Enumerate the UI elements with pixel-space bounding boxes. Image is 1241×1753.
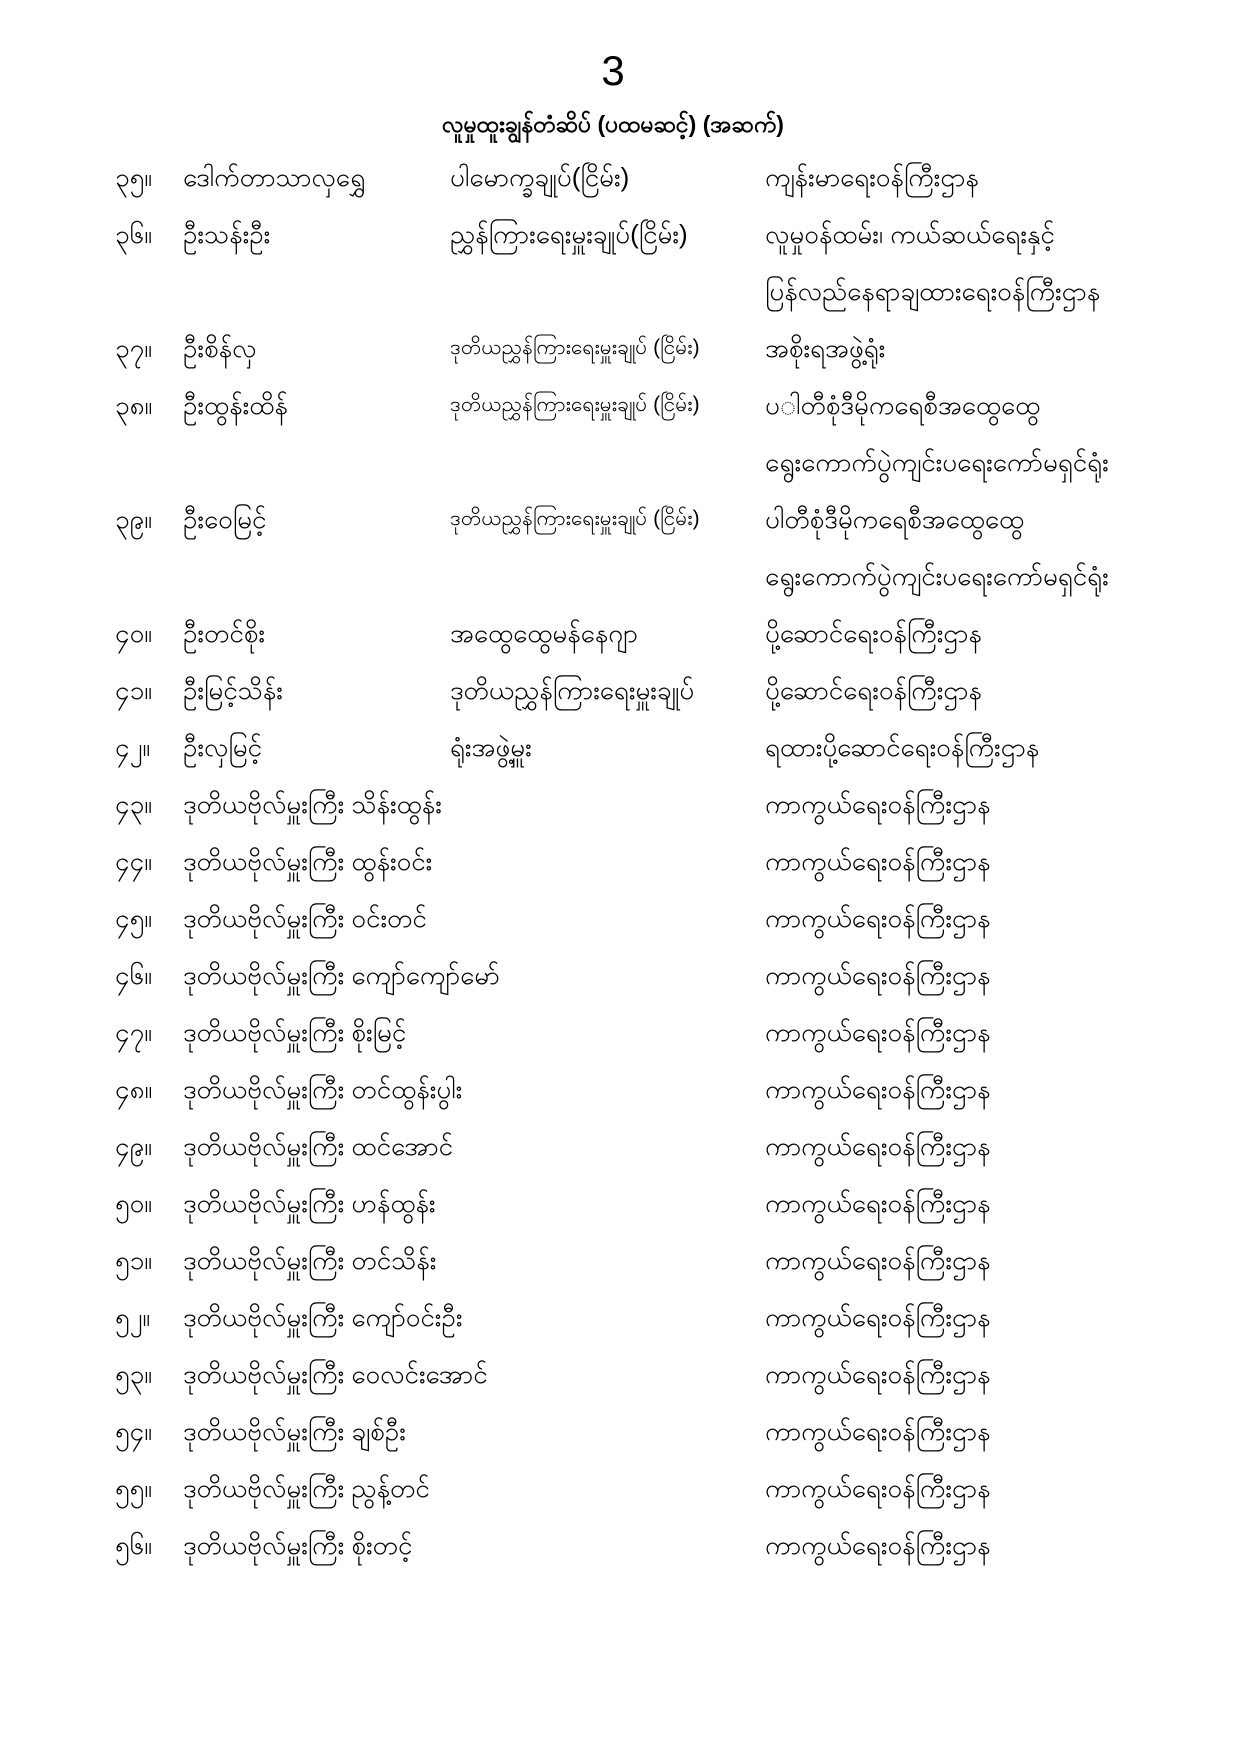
person-position bbox=[450, 1060, 765, 1117]
person-department bbox=[765, 1516, 1191, 1573]
row-number: ၄၃။ bbox=[115, 788, 153, 819]
table-row bbox=[115, 376, 1191, 490]
department-line: ကာကွယ်ရေးဝန်ကြီးဌာန bbox=[765, 1187, 991, 1218]
table-row bbox=[115, 889, 1191, 946]
person-department bbox=[765, 1060, 1191, 1117]
table-row bbox=[115, 1174, 1191, 1231]
row-number: ၄၆။ bbox=[115, 959, 153, 990]
person-department bbox=[765, 661, 1191, 718]
department-line: ကာကွယ်ရေးဝန်ကြီးဌာန bbox=[765, 902, 991, 933]
person-name: ဒုတိယဗိုလ်မှူးကြီး ဝင်းတင် bbox=[183, 902, 427, 933]
person-department bbox=[765, 604, 1191, 661]
department-line: ပါတီစုံဒီမိုကရေစီအထွေထွေ bbox=[765, 503, 1025, 534]
row-number: ၅၁။ bbox=[115, 1244, 153, 1275]
row-number: ၄၁။ bbox=[115, 674, 153, 705]
person-position bbox=[450, 1516, 765, 1573]
person-name: ဒုတိယဗိုလ်မှူးကြီး ထင်အောင် bbox=[183, 1130, 454, 1161]
person-name: ဦးထွန်းထိန် bbox=[183, 389, 288, 420]
person-department bbox=[765, 205, 1191, 319]
person-department bbox=[765, 1231, 1191, 1288]
table-row bbox=[115, 832, 1191, 889]
row-number: ၅၂။ bbox=[115, 1301, 151, 1332]
page-title: လူမှုထူးချွန်တံဆိပ် (ပထမဆင့်) (အဆက်) bbox=[442, 111, 784, 137]
person-department bbox=[765, 775, 1191, 832]
department-line: ပ◌ါတီစုံဒီမိုကရေစီအထွေထွေ bbox=[765, 389, 1041, 420]
row-number: ၄၄။ bbox=[115, 845, 153, 876]
row-number: ၄၅။ bbox=[115, 902, 153, 933]
department-line: ကာကွယ်ရေးဝန်ကြီးဌာန bbox=[765, 1016, 991, 1047]
department-line: ကာကွယ်ရေးဝန်ကြီးဌာန bbox=[765, 1472, 991, 1503]
table-row bbox=[115, 148, 1191, 205]
table-row bbox=[115, 718, 1191, 775]
table-row bbox=[115, 1231, 1191, 1288]
department-line: အစိုးရအဖွဲ့ရုံး bbox=[765, 332, 886, 363]
department-line: ကာကွယ်ရေးဝန်ကြီးဌာန bbox=[765, 1358, 991, 1389]
person-position bbox=[450, 832, 765, 889]
person-name: ဦးသန်းဦး bbox=[183, 218, 271, 249]
page-number: 3 bbox=[601, 47, 625, 94]
row-number: ၄၈။ bbox=[115, 1073, 153, 1104]
row-number: ၄၇။ bbox=[115, 1016, 153, 1047]
table-row bbox=[115, 946, 1191, 1003]
person-name: ဒုတိယဗိုလ်မှူးကြီး စိုးမြင့် bbox=[183, 1016, 407, 1047]
person-department bbox=[765, 319, 1191, 376]
person-name: ဒုတိယဗိုလ်မှူးကြီး တင်သိန်း bbox=[183, 1244, 437, 1275]
person-department bbox=[765, 148, 1191, 205]
person-position bbox=[450, 1345, 765, 1402]
department-line: ရွေးကောက်ပွဲကျင်းပရေးကော်မရှင်ရုံး bbox=[765, 560, 1109, 591]
department-line: ကာကွယ်ရေးဝန်ကြီးဌာန bbox=[765, 1073, 991, 1104]
person-name: ဦးတင်စိုး bbox=[183, 617, 265, 648]
person-department bbox=[765, 1402, 1191, 1459]
department-line: ကာကွယ်ရေးဝန်ကြီးဌာန bbox=[765, 1529, 991, 1560]
table-row bbox=[115, 1060, 1191, 1117]
table-row bbox=[115, 1003, 1191, 1060]
department-line: ကျန်းမာရေးဝန်ကြီးဌာန bbox=[765, 161, 979, 192]
table-row bbox=[115, 775, 1191, 832]
person-department bbox=[765, 718, 1191, 775]
person-name: ဒုတိယဗိုလ်မှူးကြီး ကျော်ဝင်းဦး bbox=[183, 1301, 463, 1332]
person-name: ဒုတိယဗိုလ်မှူးကြီး တင်ထွန်းပွါး bbox=[183, 1073, 463, 1104]
table-row bbox=[115, 490, 1191, 604]
person-department bbox=[765, 376, 1191, 490]
row-number: ၄၂။ bbox=[115, 731, 151, 762]
person-department bbox=[765, 832, 1191, 889]
person-name: ဒုတိယဗိုလ်မှူးကြီး စိုးတင့် bbox=[183, 1529, 413, 1560]
person-name: ဦးလှမြင့် bbox=[183, 731, 263, 762]
person-department bbox=[765, 1459, 1191, 1516]
person-name: ဒုတိယဗိုလ်မှူးကြီး သိန်းထွန်း bbox=[183, 788, 442, 819]
person-name: ဒုတိယဗိုလ်မှူးကြီး ကျော်ကျော်မော် bbox=[183, 959, 500, 990]
department-line: ကာကွယ်ရေးဝန်ကြီးဌာန bbox=[765, 1244, 991, 1275]
person-name: ဒုတိယဗိုလ်မှူးကြီး ထွန်းဝင်း bbox=[183, 845, 433, 876]
table-row bbox=[115, 1516, 1191, 1573]
medal-table bbox=[115, 148, 1191, 1573]
department-line: ရွေးကောက်ပွဲကျင်းပရေးကော်မရှင်ရုံး bbox=[765, 446, 1109, 477]
department-line: ကာကွယ်ရေးဝန်ကြီးဌာန bbox=[765, 1415, 991, 1446]
person-position bbox=[450, 1459, 765, 1516]
row-number: ၅၄။ bbox=[115, 1415, 153, 1446]
row-number: ၃၈။ bbox=[115, 389, 153, 420]
person-department bbox=[765, 1174, 1191, 1231]
department-line: ပြန်လည်နေရာချထားရေးဝန်ကြီးဌာန bbox=[765, 275, 1101, 306]
row-number: ၃၆။ bbox=[115, 218, 153, 249]
person-position bbox=[450, 1003, 765, 1060]
row-number: ၃၅။ bbox=[115, 161, 153, 192]
table-row bbox=[115, 1288, 1191, 1345]
department-line: ကာကွယ်ရေးဝန်ကြီးဌာန bbox=[765, 788, 991, 819]
person-department bbox=[765, 1003, 1191, 1060]
person-department bbox=[765, 1345, 1191, 1402]
table-row bbox=[115, 319, 1191, 376]
row-number: ၅၆။ bbox=[115, 1529, 153, 1560]
row-number: ၅၃။ bbox=[115, 1358, 153, 1389]
person-name: ဒုတိယဗိုလ်မှူးကြီး ချစ်ဦး bbox=[183, 1415, 406, 1446]
table-row bbox=[115, 1345, 1191, 1402]
person-position bbox=[450, 1288, 765, 1345]
person-position bbox=[450, 1231, 765, 1288]
person-position: ဒုတိယညွှန်ကြားရေးမှူးချုပ် (ငြိမ်း) bbox=[450, 393, 700, 416]
row-number: ၄၉။ bbox=[115, 1130, 153, 1161]
row-number: ၅၅။ bbox=[115, 1472, 153, 1503]
person-name: ဦးစိန်လှ bbox=[183, 332, 257, 363]
person-position: အထွေထွေမန်နေဂျာ bbox=[450, 617, 638, 648]
person-department bbox=[765, 889, 1191, 946]
department-line: ကာကွယ်ရေးဝန်ကြီးဌာန bbox=[765, 959, 991, 990]
row-number: ၄၀။ bbox=[115, 617, 153, 648]
person-position bbox=[450, 775, 765, 832]
department-line: ကာကွယ်ရေးဝန်ကြီးဌာန bbox=[765, 845, 991, 876]
person-name: ဒုတိယဗိုလ်မှူးကြီး ဝေလင်းအောင် bbox=[183, 1358, 488, 1389]
department-line: ပို့ဆောင်ရေးဝန်ကြီးဌာန bbox=[765, 674, 982, 705]
table-row bbox=[115, 661, 1191, 718]
row-number: ၃၇။ bbox=[115, 332, 153, 363]
table-row bbox=[115, 604, 1191, 661]
person-department bbox=[765, 1288, 1191, 1345]
person-position bbox=[450, 1174, 765, 1231]
person-position bbox=[450, 946, 765, 1003]
person-name: ဦးဝေမြင့် bbox=[183, 503, 267, 534]
person-position bbox=[450, 1402, 765, 1459]
person-name: ဒုတိယဗိုလ်မှူးကြီး ဟန်ထွန်း bbox=[183, 1187, 436, 1218]
person-department bbox=[765, 490, 1191, 604]
person-position: ပါမောက္ခချုပ်(ငြိမ်း) bbox=[450, 161, 630, 192]
person-position: ညွှန်ကြားရေးမှူးချုပ်(ငြိမ်း) bbox=[450, 218, 688, 249]
department-line: ပို့ဆောင်ရေးဝန်ကြီးဌာန bbox=[765, 617, 982, 648]
person-position bbox=[450, 1117, 765, 1174]
department-line: ရထားပို့ဆောင်ရေးဝန်ကြီးဌာန bbox=[765, 731, 1040, 762]
department-line: လူမှုဝန်ထမ်း၊ ကယ်ဆယ်ရေးနှင့် bbox=[765, 218, 1055, 249]
person-name: ဦးမြင့်သိန်း bbox=[183, 674, 283, 705]
person-name: ဒေါက်တာသာလှရွှေ bbox=[183, 161, 366, 192]
department-line: ကာကွယ်ရေးဝန်ကြီးဌာန bbox=[765, 1130, 991, 1161]
department-line: ကာကွယ်ရေးဝန်ကြီးဌာန bbox=[765, 1301, 991, 1332]
person-department bbox=[765, 946, 1191, 1003]
person-name: ဒုတိယဗိုလ်မှူးကြီး ညွန့်တင် bbox=[183, 1472, 430, 1503]
table-row bbox=[115, 1117, 1191, 1174]
person-position: ဒုတိယညွှန်ကြားရေးမှူးချုပ် (ငြိမ်း) bbox=[450, 507, 700, 530]
row-number: ၃၉။ bbox=[115, 503, 153, 534]
person-position: ဒုတိယညွှန်ကြားရေးမှူးချုပ် (ငြိမ်း) bbox=[450, 336, 700, 359]
table-row bbox=[115, 1459, 1191, 1516]
person-department bbox=[765, 1117, 1191, 1174]
table-row bbox=[115, 205, 1191, 319]
person-position bbox=[450, 889, 765, 946]
person-position: ဒုတိယညွှန်ကြားရေးမှူးချုပ် bbox=[450, 674, 695, 705]
table-row bbox=[115, 1402, 1191, 1459]
row-number: ၅၀။ bbox=[115, 1187, 153, 1218]
person-position: ရုံးအဖွဲ့မှူး bbox=[450, 731, 532, 762]
